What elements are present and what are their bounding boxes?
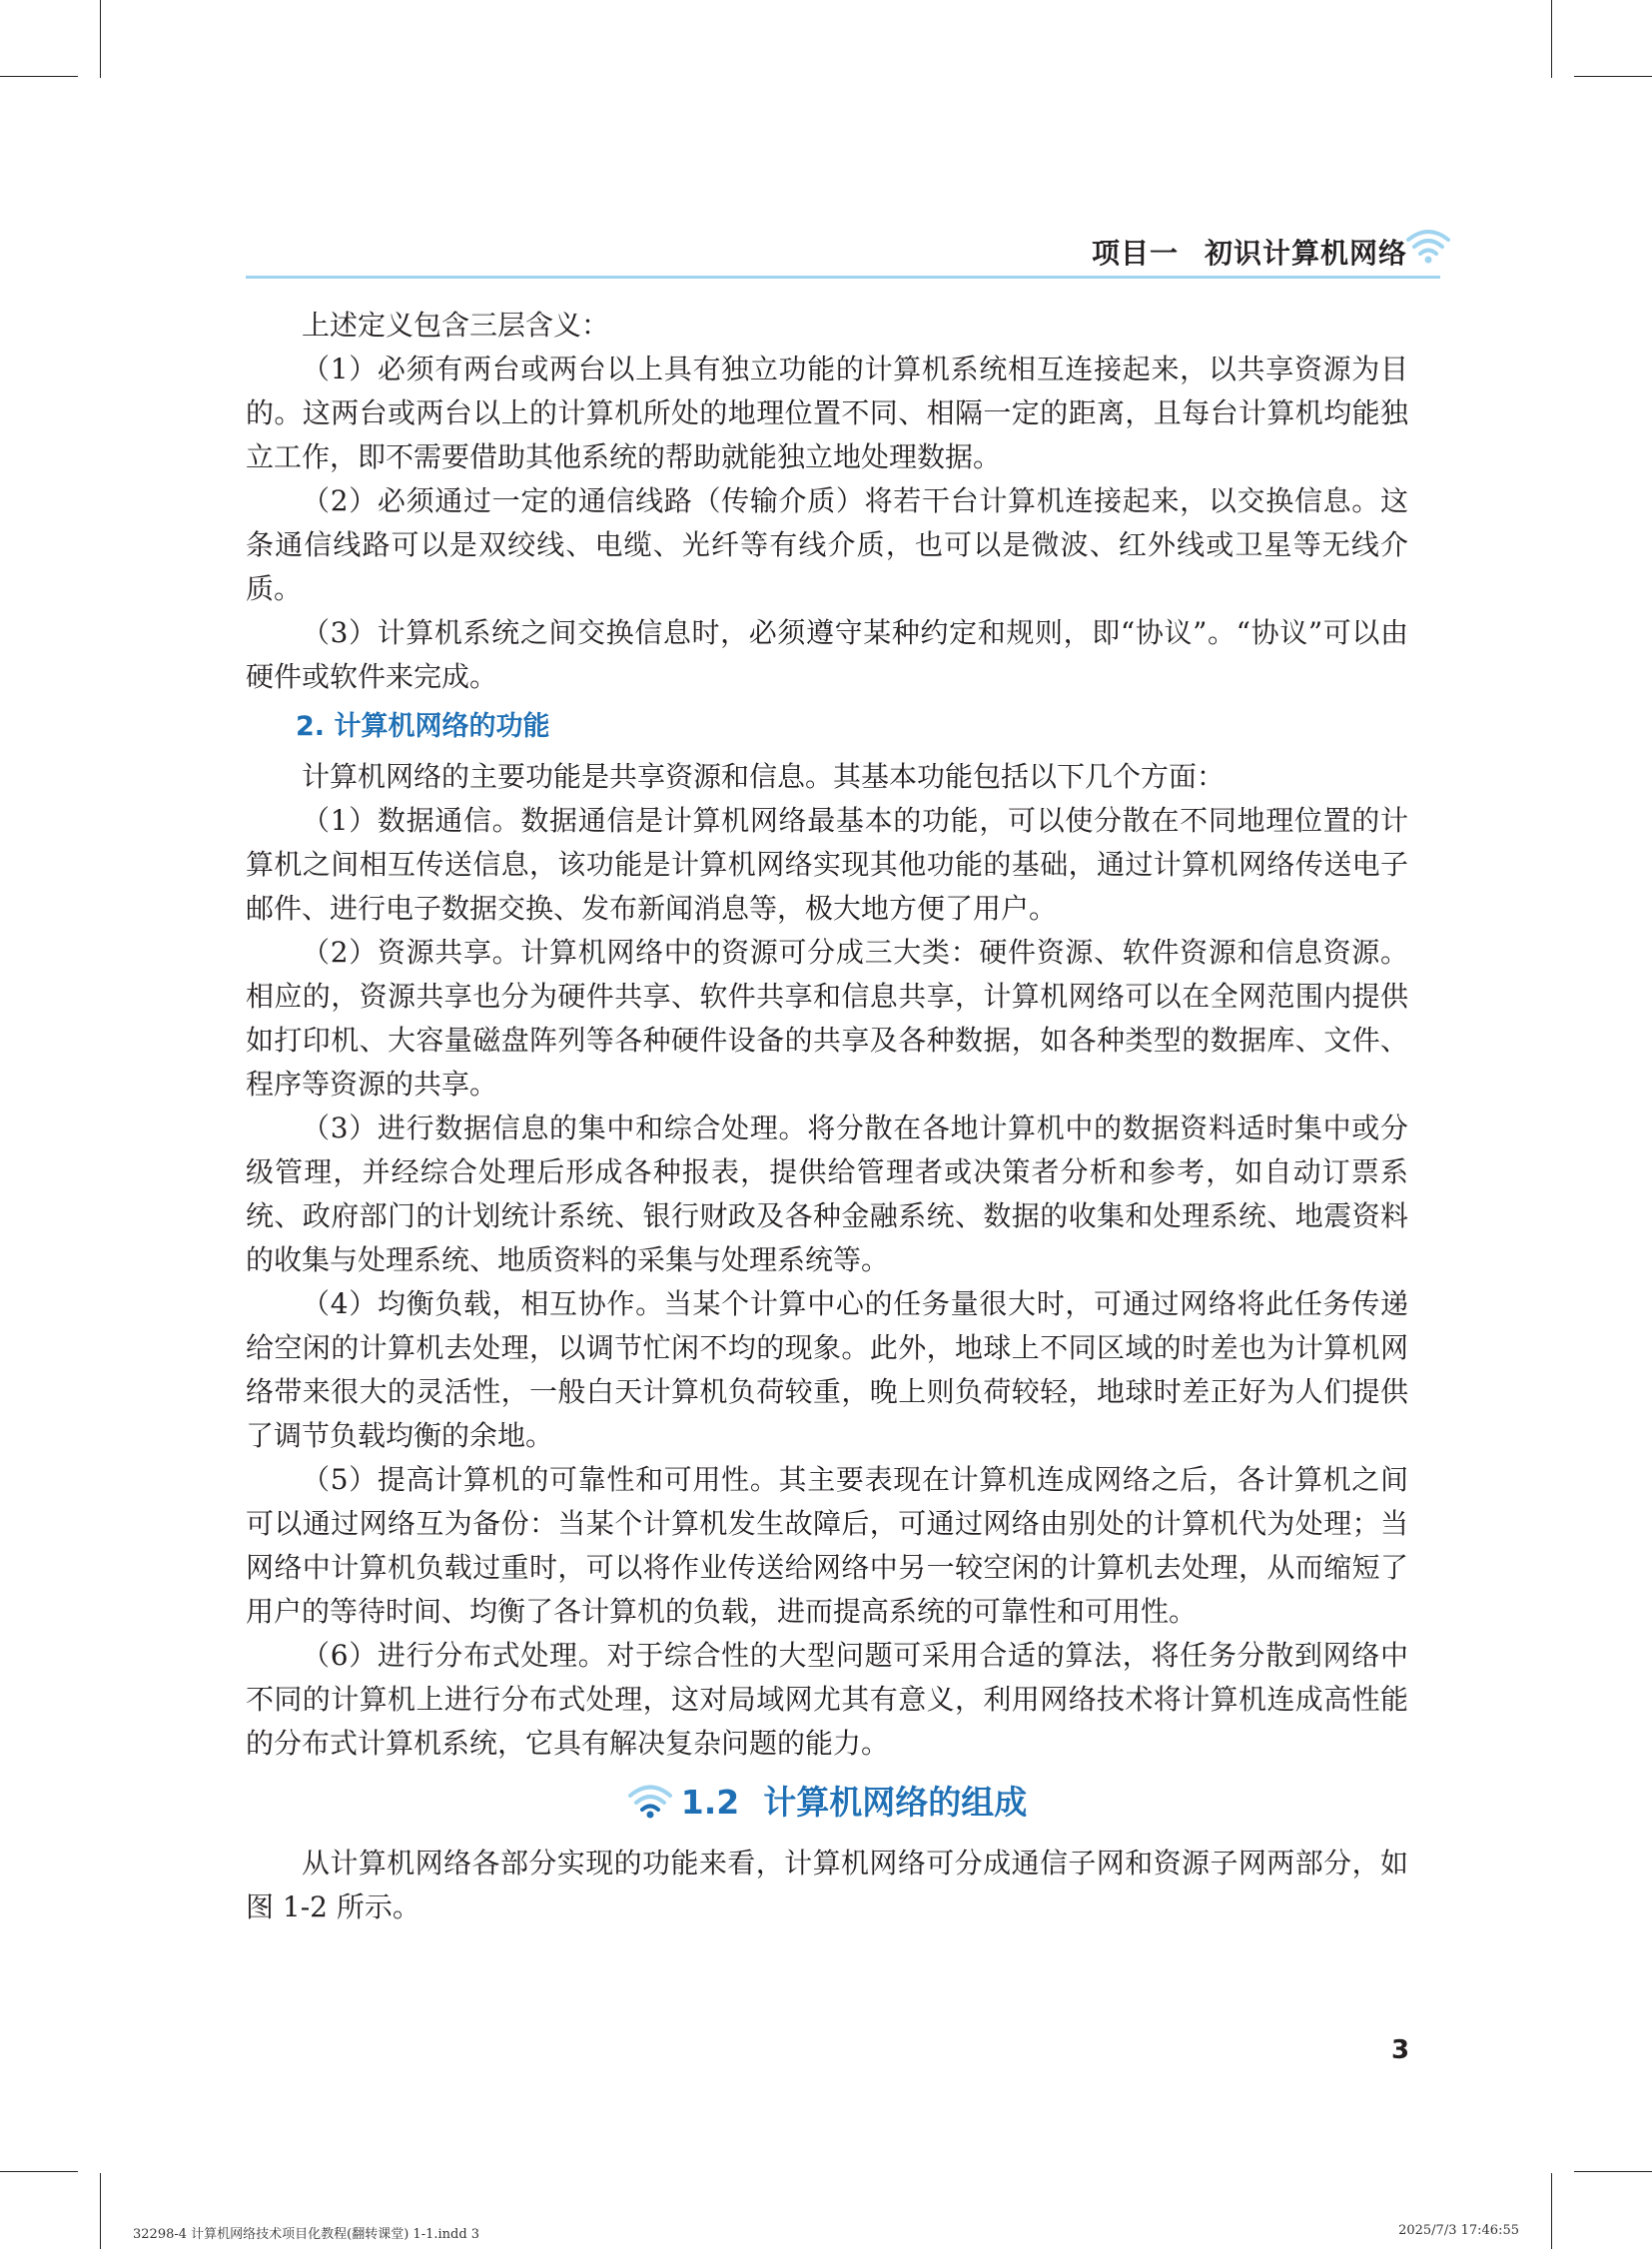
- paragraph: （4）均衡负载，相互协作。当某个计算中心的任务量很大时，可通过网络将此任务传递给空闲的计算机去处理，以调节忙闲不均的现象。此外，地球上不同区域的时差也为计算机网络带来很大的灵活性，一般白天计算机负荷较重，晚上则负荷较轻，地球时差正好为人们提供了调节负载均衡的余地。: [246, 1287, 1408, 1452]
- paragraph: （2）资源共享。计算机网络中的资源可分成三大类：硬件资源、软件资源和信息资源。相应的，资源共享也分为硬件共享、软件共享和信息共享，计算机网络可以在全网范围内提供如打印机、大容量磁盘阵列等各种硬件设备的共享及各种数据，如各种类型的数据库、文件、程序等资源的共享。: [246, 936, 1408, 1101]
- page-number: 3: [1391, 2035, 1410, 2065]
- paragraph: 从计算机网络各部分实现的功能来看，计算机网络可分成通信子网和资源子网两部分，如图 1-2 所示。: [246, 1847, 1408, 1923]
- header-rule: [246, 276, 1440, 279]
- crop-mark-br-h: [1574, 2171, 1652, 2172]
- wifi-icon: [1406, 226, 1450, 266]
- section-wifi-icon: [627, 1782, 673, 1820]
- crop-mark-tr-h: [1574, 76, 1652, 77]
- paragraph: （6）进行分布式处理。对于综合性的大型问题可采用合适的算法，将任务分散到网络中不同的计算机上进行分布式处理，这对局域网尤其有意义，利用网络技术将计算机连成高性能的分布式计算机系统，它具有解决复杂问题的能力。: [246, 1639, 1408, 1760]
- paragraph: 计算机网络的主要功能是共享资源和信息。其基本功能包括以下几个方面：: [302, 760, 1226, 793]
- paragraph: （1）必须有两台或两台以上具有独立功能的计算机系统相互连接起来，以共享资源为目的。这两台或两台以上的计算机所处的地理位置不同、相隔一定的距离，且每台计算机均能独立工作，即不需要借助其他系统的帮助就能独立地处理数据。: [246, 353, 1408, 473]
- header-chapter: 初识计算机网络: [1204, 237, 1407, 270]
- header-project: 项目一: [1091, 237, 1179, 270]
- running-header: [1092, 232, 1407, 272]
- footer-file-info: 32298-4 计算机网络技术项目化教程(翻转课堂) 1-1.indd 3: [133, 2227, 480, 2242]
- paragraph: （3）计算机系统之间交换信息时，必须遵守某种约定和规则，即“协议”。“协议”可以由硬件或软件来完成。: [246, 616, 1408, 693]
- crop-mark-tl-h: [0, 76, 78, 77]
- section-heading: [246, 1776, 1408, 1830]
- section-number: 1.2: [680, 1783, 740, 1822]
- footer-timestamp: 2025/7/3 17:46:55: [1398, 2223, 1519, 2238]
- page-body: [246, 300, 1408, 1929]
- paragraph: （3）进行数据信息的集中和综合处理。将分散在各地计算机中的数据资料适时集中或分级管理，并经综合处理后形成各种报表，提供给管理者或决策者分析和参考，如自动订票系统、政府部门的计划统计系统、银行财政及各种金融系统、数据的收集和处理系统、地震资料的收集与处理系统、地质资料的采集与处理系统等。: [246, 1112, 1408, 1276]
- crop-mark-tl-v: [100, 0, 101, 78]
- paragraph: （1）数据通信。数据通信是计算机网络最基本的功能，可以使分散在不同地理位置的计算机之间相互传送信息，该功能是计算机网络实现其他功能的基础，通过计算机网络传送电子邮件、进行电子数据交换、发布新闻消息等，极大地方便了用户。: [246, 804, 1408, 925]
- paragraph: （2）必须通过一定的通信线路（传输介质）将若干台计算机连接起来，以交换信息。这条通信线路可以是双绞线、电缆、光纤等有线介质，也可以是微波、红外线或卫星等无线介质。: [246, 484, 1408, 605]
- paragraph: （5）提高计算机的可靠性和可用性。其主要表现在计算机连成网络之后，各计算机之间可以通过网络互为备份：当某个计算机发生故障后，可通过网络由别处的计算机代为处理；当网络中计算机负载过重时，可以将作业传送给网络中另一较空闲的计算机去处理，从而缩短了用户的等待时间、均衡了各计算机的负载，进而提高系统的可靠性和可用性。: [246, 1463, 1408, 1628]
- subsection-heading: 2. 计算机网络的功能: [296, 711, 550, 742]
- crop-mark-bl-h: [0, 2171, 78, 2172]
- crop-mark-tr-v: [1551, 0, 1552, 78]
- paragraph: 上述定义包含三层含义：: [302, 309, 610, 342]
- crop-mark-br-v: [1551, 2173, 1552, 2249]
- crop-mark-bl-v: [100, 2173, 101, 2249]
- section-title: 计算机网络的组成: [763, 1783, 1028, 1822]
